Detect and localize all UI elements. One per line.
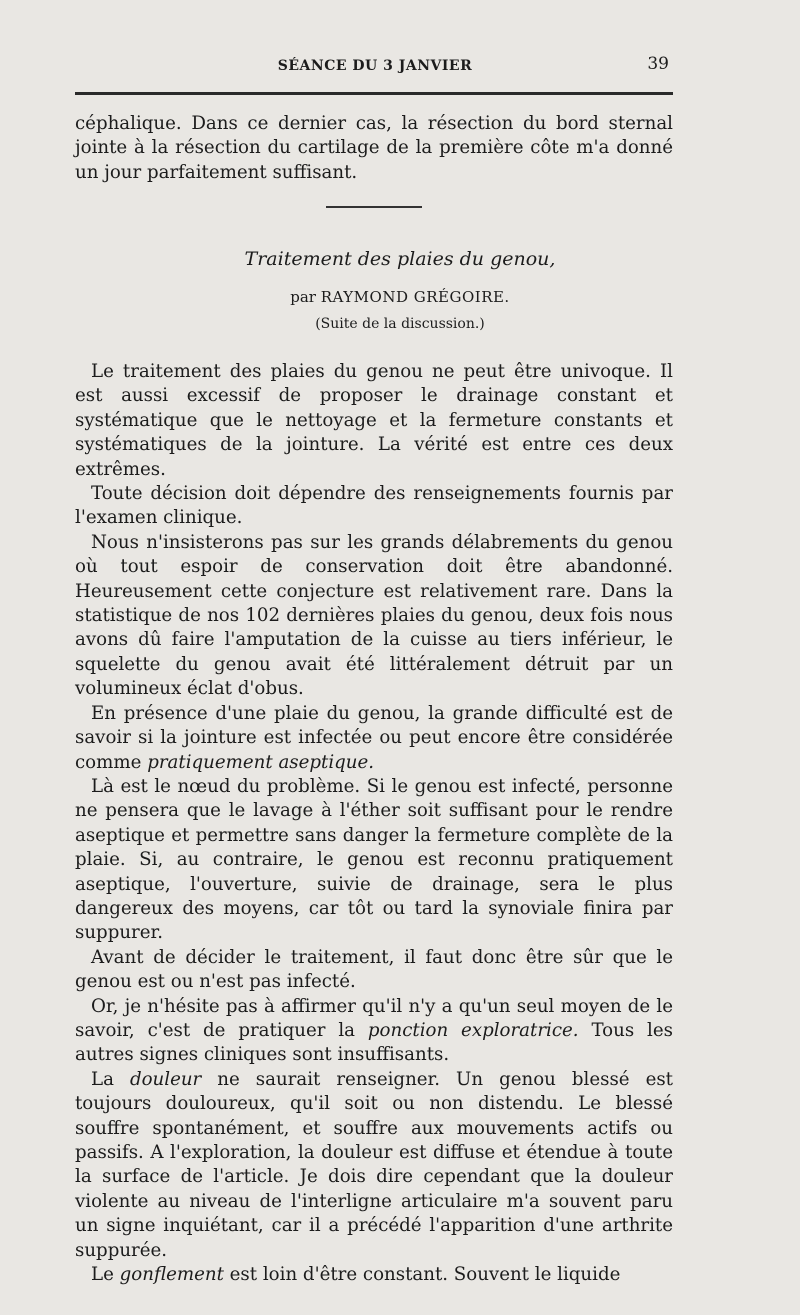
article-body — [75, 360, 673, 1287]
paragraph — [75, 1263, 673, 1287]
emphasis: gonflement — [119, 1264, 224, 1286]
opening-text — [75, 112, 673, 185]
header-rule — [75, 92, 673, 95]
paragraph — [75, 995, 673, 1068]
page-header — [75, 52, 675, 82]
paragraph: Nous n'insisterons pas sur les grands délabrements du genou où tout espoir de conservation doit être abandonné. Heureusement cette conjecture est relativement rare. Dans la statistique de nos 102 dernières plaies du genou, deux fois nous avons dû faire l'amputation de la cuisse au tiers inférieur, le squelette du genou avait été littéralement détruit par un volumineux éclat d'obus. — [75, 531, 673, 700]
paragraph-text: La — [91, 1068, 114, 1090]
author-prefix: par — [290, 288, 316, 306]
emphasis: ponction exploratrice. — [367, 1019, 579, 1041]
paragraph: Toute décision doit dépendre des renseignements fournis par l'examen clinique. — [75, 483, 673, 529]
paragraph-text: Le — [91, 1264, 114, 1286]
emphasis: pratiquement aseptique. — [147, 751, 375, 773]
emphasis: douleur — [129, 1068, 202, 1090]
page-number: 39 — [647, 54, 669, 74]
section-separator — [326, 206, 422, 208]
paragraph: Avant de décider le traitement, il faut donc être sûr que le genou est ou n'est pas infecté. — [75, 946, 673, 993]
paragraph-text: Or, je n'hésite pas à affirmer qu'il n'y a qu'un seul moyen de le savoir, c'est de pratiquer la — [75, 995, 673, 1041]
paragraph — [75, 1068, 673, 1263]
article-title: Traitement des plaies du genou, — [244, 248, 556, 270]
paragraph-text: est loin d'être constant. Souvent le liquide — [229, 1264, 621, 1286]
paragraph — [75, 702, 673, 775]
article-author — [0, 288, 800, 306]
running-head: SÉANCE DU 3 JANVIER — [277, 58, 473, 74]
author-name: RAYMOND GRÉGOIRE. — [320, 288, 510, 306]
paragraph: Là est le nœud du problème. Si le genou est infecté, personne ne pensera que le lavage à l'éther soit suffisant pour le rendre aseptique et permettre sans danger la fermeture complète de la plaie. Si, au contraire, le genou est reconnu pratiquement aseptique, l'ouverture, suivie de drainage, sera le plus dangereux des moyens, car tôt ou tard la synoviale finira par suppurer. — [75, 775, 673, 944]
article-subtitle: (Suite de la discussion.) — [315, 316, 485, 332]
paragraph-text: ne saurait renseigner. Un genou blessé est toujours douloureux, qu'il soit ou non distendu. Le blessé souffre spontanément, et souffre aux mouvements actifs ou passifs. A l'exploration, la douleur est diffuse et étendue à toute la surface de l'article. Je dois dire cependant que la douleur violente au niveau de l'interligne articulaire m'a souvent paru un signe inquiétant, car il a précédé l'apparition d'une arthrite suppurée. — [75, 1068, 673, 1261]
opening-paragraph: céphalique. Dans ce dernier cas, la résection du bord sternal jointe à la résection du cartilage de la première côte m'a donné un jour parfaitement suffisant. — [75, 113, 673, 183]
paragraph-text: Tous les autres signes cliniques sont insuffisants. — [75, 1019, 673, 1066]
paragraph-text: En présence d'une plaie du genou, la grande difficulté est de savoir si la jointure est infectée ou peut encore être considérée comme — [75, 702, 673, 773]
paragraph: Le traitement des plaies du genou ne peut être univoque. Il est aussi excessif de proposer le drainage constant et systématique que le nettoyage et la fermeture constants et systématiques de la jointure. La vérité est entre ces deux extrêmes. — [75, 361, 673, 480]
